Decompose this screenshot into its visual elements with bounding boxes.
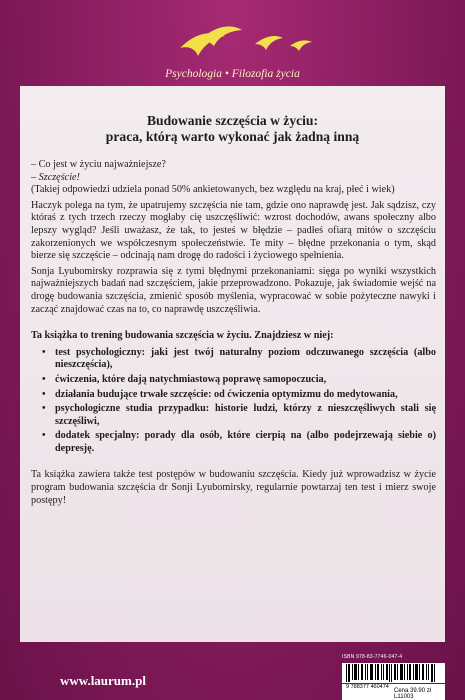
features-intro: Ta książka to trening budowania szczęścia w życiu. Znajdziesz w niej: bbox=[31, 330, 334, 342]
barcode-icon bbox=[342, 663, 445, 683]
heading-line-2: praca, którą warto wykonać jak żadną inną bbox=[105, 129, 360, 144]
closing-paragraph: Ta książka zawiera także test postępów w budowaniu szczęścia. Kiedy już wprowadzisz w życie program budowania szczęścia dr Sonji Lyubomirsky, regularnie powtarzaj ten test i mierz swoje postępy! bbox=[31, 469, 436, 506]
isbn-sticker bbox=[342, 654, 445, 700]
dialog-note: (Takiej odpowiedzi udziela ponad 50% ankietowanych, bez względu na kraj, płeć i wiek) bbox=[31, 184, 395, 196]
feature-item: • test psychologiczny: jaki jest twój naturalny poziom odczuwanego szczęścia (albo nieszczęścia), bbox=[42, 347, 436, 372]
dialog-question: – Co jest w życiu najważniejsze? bbox=[31, 159, 166, 170]
heading-line-1: Budowanie szczęścia w życiu: bbox=[146, 113, 319, 128]
feature-item: • psychologiczne studia przypadku: historie ludzi, którzy z nieszczęśliwych stali się szczęśliwi, bbox=[42, 403, 436, 428]
blurb-heading bbox=[20, 113, 445, 145]
feature-item: • dodatek specjalny: porady dla osób, które cierpią na (albo podejrzewają siebie o) depresję. bbox=[42, 430, 436, 455]
paragraph-author: Sonja Lyubomirsky rozprawia się z tymi błędnymi przekonaniami: sięga po wyniki wszystkich najważniejszych badań nad szczęściem, jakie przeprowadzono. Pokazuje, jak świadomie wejść na drogę budowania szczęścia, zmienić sposób myślenia, wypracować w sobie pożyteczne nawyki i zacząć znajdować czas na to, co naprawdę uszczęśliwia. bbox=[31, 265, 436, 315]
series-tagline: Psychologia • Filozofia życia bbox=[165, 68, 300, 80]
feature-item: • ćwiczenia, które dają natychmiastową poprawę samopoczucia, bbox=[42, 374, 436, 387]
publisher-website: www.laurum.pl bbox=[60, 673, 146, 688]
features-list bbox=[31, 347, 436, 456]
description-panel bbox=[20, 86, 445, 642]
isbn-number: ISBN 978-83-7746-047-4 bbox=[342, 654, 403, 660]
product-code: L11003 bbox=[394, 694, 414, 700]
feature-item: • działania budujące trwałe szczęście: od ćwiczenia optymizmu do medytowania, bbox=[42, 389, 436, 402]
paragraph-myths: Haczyk polega na tym, że upatrujemy szczęścia nie tam, gdzie ono naprawdę jest. Jak sądzisz, czy któraś z tych trzech rzeczy mogłaby cię uszczęśliwić: wzrost dochodów, awans społeczny albo lepszy wygląd? Jeśli uważasz, że tak, to jesteś w błędzie – padłeś ofiarą mitów o szczęściu zakorzenionych we współczesnym społeczeństwie. Te mity – błędne przekonania o tym, skąd bierze się szczęście – odcinają nam drogę do radości i życiowego spełnienia. bbox=[31, 199, 436, 262]
price-label: Cena 39.90 zł bbox=[394, 688, 432, 694]
dialog-answer: – Szczęście! bbox=[31, 171, 80, 183]
flying-birds-icon bbox=[170, 18, 320, 62]
barcode bbox=[342, 663, 445, 683]
barcode-digits: 9 788377 460474 bbox=[346, 684, 389, 690]
dialog-block bbox=[31, 159, 436, 197]
blurb-body bbox=[20, 159, 445, 507]
